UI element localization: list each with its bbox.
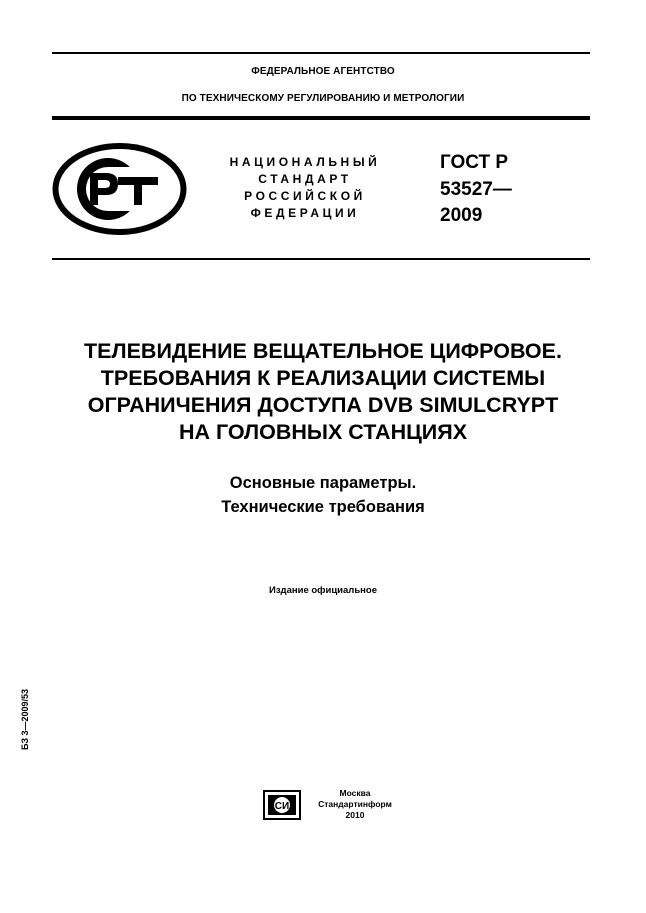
publisher-city: Москва (339, 788, 371, 798)
standard-type-line-1: НАЦИОНАЛЬНЫЙ (229, 155, 381, 169)
title-line-4: НА ГОЛОВНЫХ СТАНЦИЯХ (178, 420, 468, 444)
standard-type-line-2: СТАНДАРТ (258, 172, 352, 186)
rst-certification-logo-icon (52, 143, 187, 235)
subtitle-line-2: Технические требования (221, 498, 425, 516)
standartinform-logo-icon (263, 790, 301, 820)
side-code: БЗ 3—2009/53 (20, 688, 30, 750)
agency-line-2: ПО ТЕХНИЧЕСКОМУ РЕГУЛИРОВАНИЮ И МЕТРОЛОГИИ (181, 93, 465, 104)
header-rule (52, 116, 590, 120)
svg-text:СИ: СИ (274, 801, 290, 812)
title-line-3: ОГРАНИЧЕНИЯ ДОСТУПА DVB SIMULCRYPT (87, 393, 559, 417)
standard-type-line-3: РОССИЙСКОЙ (244, 189, 366, 203)
publisher-year: 2010 (345, 810, 365, 820)
gost-line-3: 2009 (440, 205, 483, 226)
subtitle-line-1: Основные параметры. (229, 474, 417, 492)
title-line-1: ТЕЛЕВИДЕНИЕ ВЕЩАТЕЛЬНОЕ ЦИФРОВОЕ. (84, 339, 562, 363)
gost-line-1: ГОСТ Р (440, 152, 509, 173)
top-rule (52, 52, 590, 54)
standard-rule (52, 258, 590, 260)
gost-line-2: 53527— (440, 179, 512, 200)
publisher-name: Стандартинформ (318, 799, 392, 809)
standard-type-line-4: ФЕДЕРАЦИИ (250, 206, 360, 220)
agency-line-1: ФЕДЕРАЛЬНОЕ АГЕНТСТВО (251, 66, 395, 77)
edition-label: Издание официальное (269, 585, 377, 596)
title-line-2: ТРЕБОВАНИЯ К РЕАЛИЗАЦИИ СИСТЕМЫ (100, 366, 546, 390)
